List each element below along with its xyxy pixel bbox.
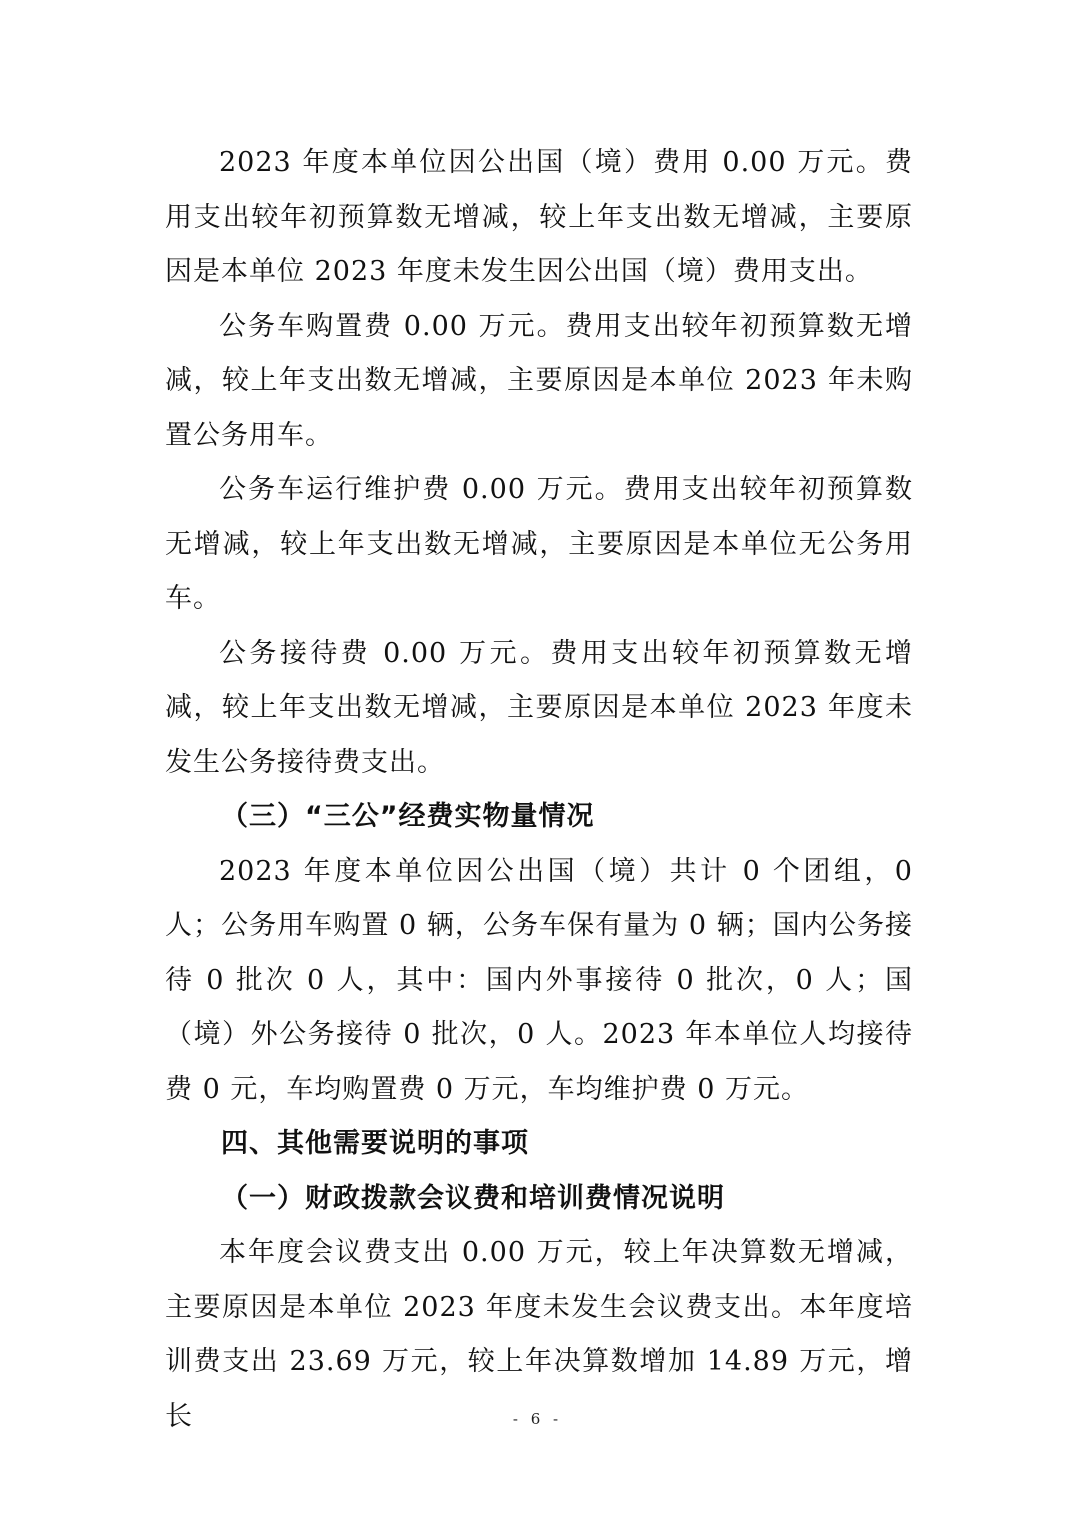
paragraph-vehicle-purchase-cost: 公务车购置费 0.00 万元。费用支出较年初预算数无增减，较上年支出数无增减，主要原因是本单位 2023 年未购置公务用车。 [165, 310, 913, 451]
paragraph-reception-cost: 公务接待费 0.00 万元。费用支出较年初预算数无增减，较上年支出数无增减，主要原因是本单位 2023 年度未发生公务接待费支出。 [165, 637, 913, 778]
section-heading-three-public-quantities: （三）“三公”经费实物量情况 [221, 801, 595, 832]
paragraph-overseas-travel-cost: 2023 年度本单位因公出国（境）费用 0.00 万元。费用支出较年初预算数无增减，较上年支出数无增减，主要原因是本单位 2023 年度未发生因公出国（境）费用支出。 [165, 147, 913, 287]
paragraph-three-public-quantities: 2023 年度本单位因公出国（境）共计 0 个团组，0 人；公务用车购置 0 辆，公务车保有量为 0 辆；国内公务接待 0 批次 0 人，其中：国内外事接待 0 批次，0 人；国（境）外公务接待 0 批次，0 人。2023 年本单位人均接待费 0 元，车均购置费 0 万元，车均维护费 0 万元。 [165, 855, 913, 1105]
paragraph-vehicle-maintenance-cost: 公务车运行维护费 0.00 万元。费用支出较年初预算数无增减，较上年支出数无增减，主要原因是本单位无公务用车。 [165, 474, 913, 614]
page-number: - 6 - [512, 1410, 563, 1428]
document-body [165, 136, 913, 1444]
paragraph-meeting-training-costs: 本年度会议费支出 0.00 万元，较上年决算数无增减，主要原因是本单位 2023 年度未发生会议费支出。本年度培训费支出 23.69 万元，较上年决算数增加 14.89 万元，增长 [165, 1237, 913, 1432]
section-heading-meeting-training-costs: （一）财政拨款会议费和培训费情况说明 [221, 1182, 725, 1214]
section-heading-other-matters: 四、其他需要说明的事项 [221, 1128, 529, 1159]
